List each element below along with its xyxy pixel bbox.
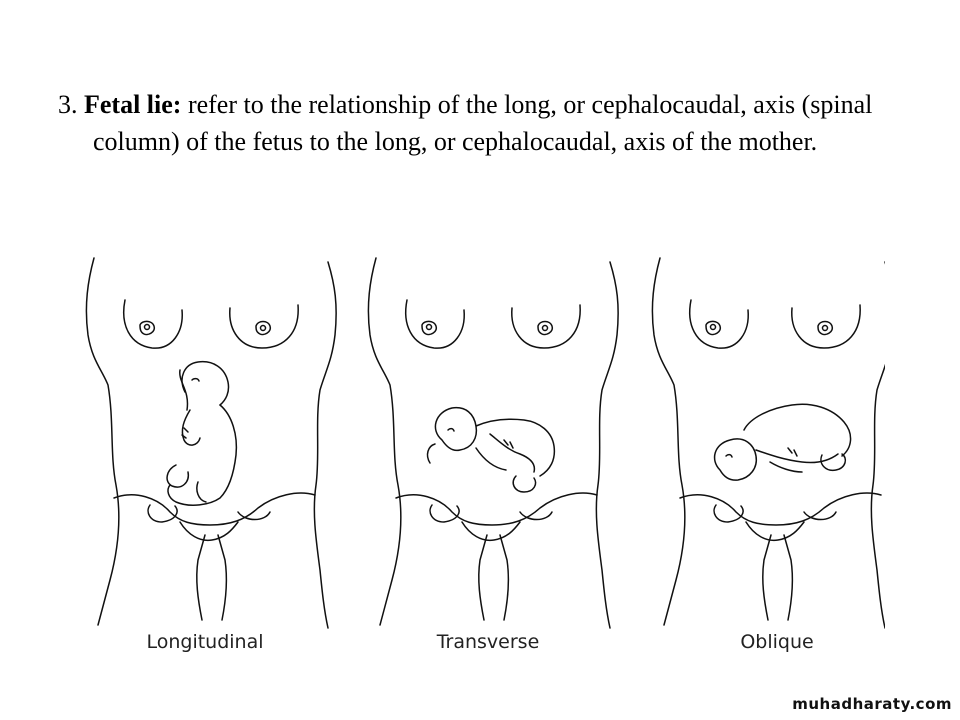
label-transverse: Transverse — [436, 631, 540, 653]
definition-body: refer to the relationship of the long, or cephalocaudal, axis (spinal column) of the fetus to the long, or cephalocaudal, axis of the mother. — [93, 90, 873, 156]
definition-number: 3. — [58, 90, 78, 119]
definition-text-block — [58, 86, 918, 160]
panel-longitudinal — [86, 258, 336, 628]
label-oblique: Oblique — [740, 631, 814, 653]
fetus-longitudinal — [167, 362, 236, 506]
fetal-lie-illustration — [80, 250, 885, 660]
label-longitudinal: Longitudinal — [146, 631, 264, 653]
definition-paragraph — [58, 86, 918, 160]
maternal-torso-outline — [368, 258, 618, 628]
fetus-oblique — [715, 404, 851, 480]
fetus-transverse — [428, 408, 555, 492]
panel-transverse — [368, 258, 618, 628]
watermark: muhadharaty.com — [792, 695, 952, 713]
maternal-torso-outline — [86, 258, 336, 628]
fetal-lie-figure — [80, 250, 885, 660]
panel-oblique — [652, 258, 885, 628]
definition-term: Fetal lie: — [84, 90, 182, 119]
